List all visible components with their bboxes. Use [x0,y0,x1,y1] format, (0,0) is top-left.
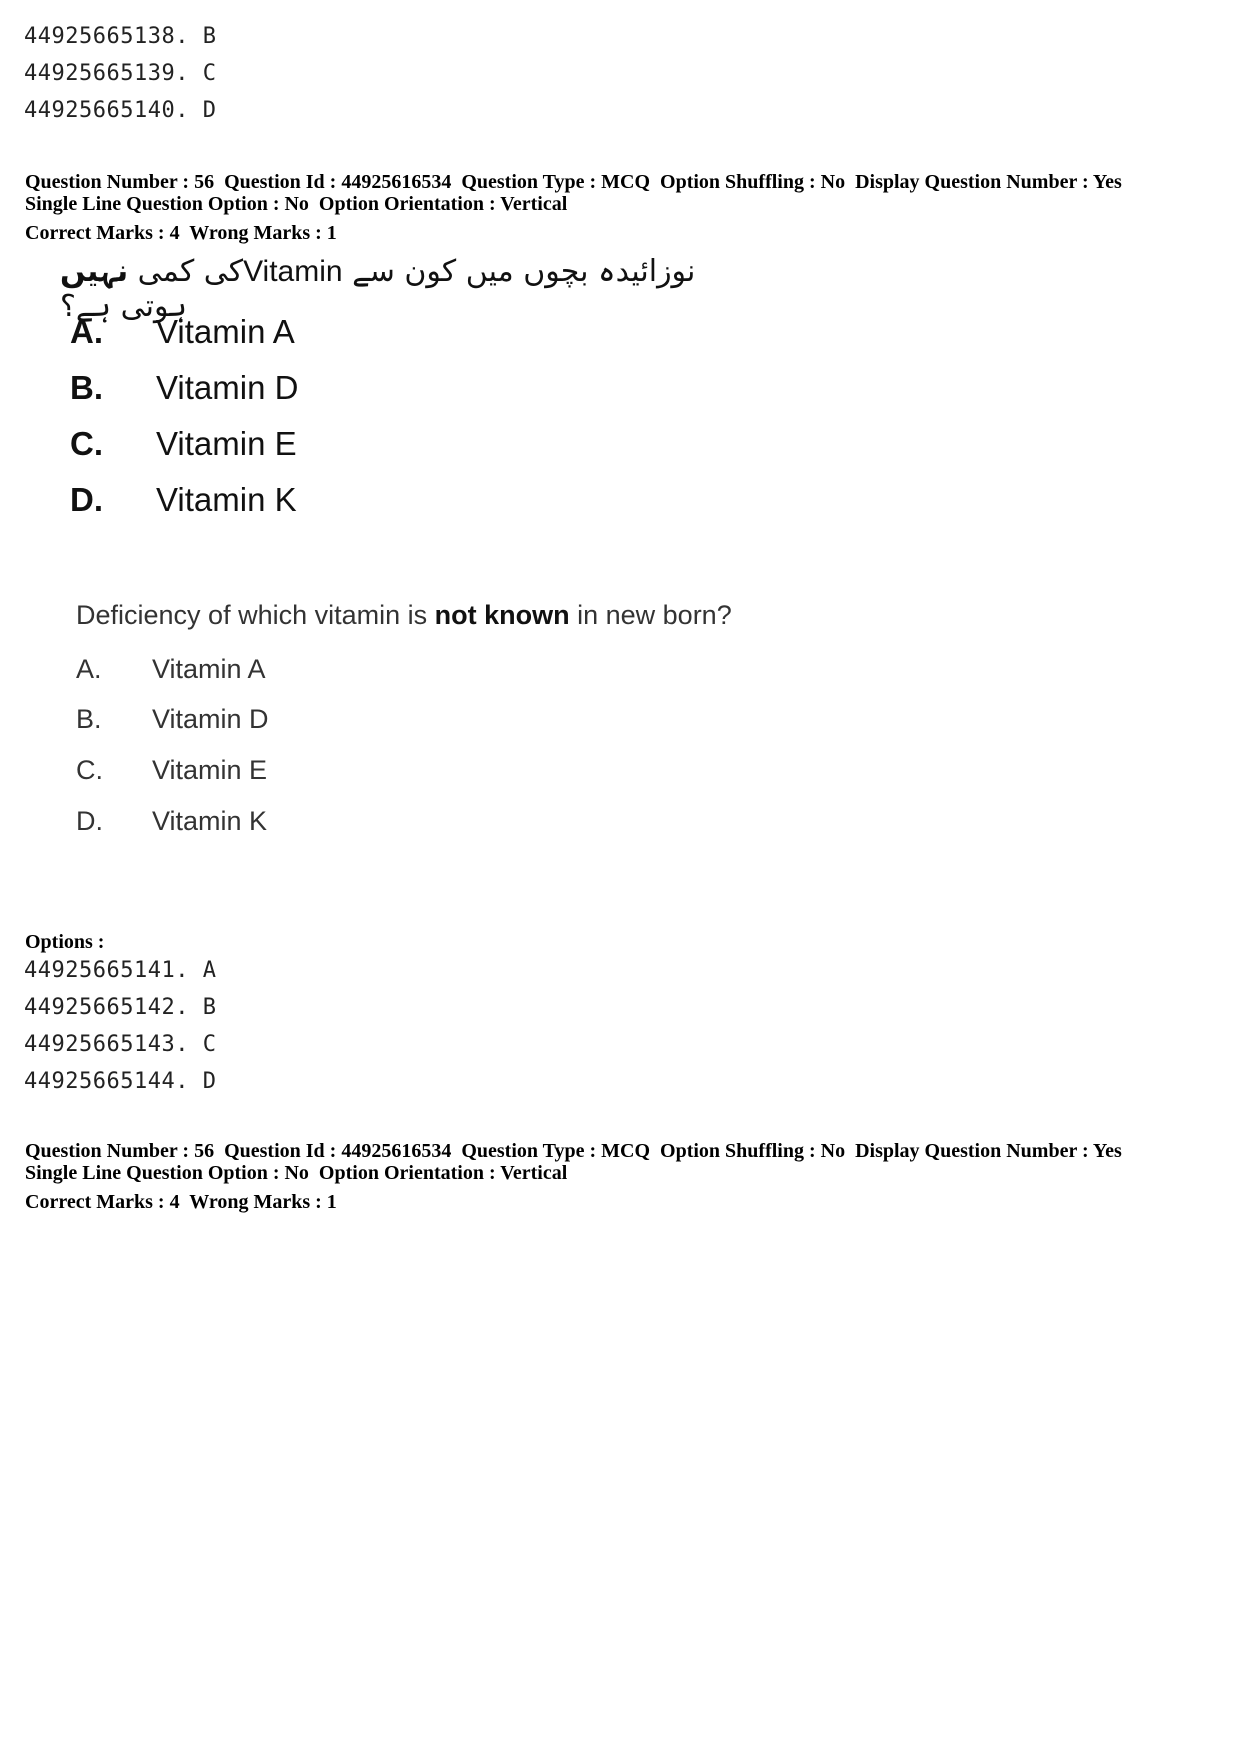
urdu-option-a [70,313,295,351]
option-letter: C [202,1032,217,1057]
option-text: Vitamin A [152,654,266,684]
option-id: 44925665143. [24,1032,189,1057]
option-letter: D. [76,806,103,836]
option-letter: B. [70,369,103,406]
urdu-text-start: نوزائیدہ بچوں میں کون سے [342,254,696,289]
english-text-end: in new born? [569,600,732,630]
option-text: Vitamin A [156,313,295,350]
question-marks: Correct Marks : 4 Wrong Marks : 1 [25,1191,337,1213]
question-meta-line2: Single Line Question Option : No Option Orientation : Vertical [25,193,568,215]
english-option-b [76,704,269,735]
english-option-c [76,755,267,786]
option-letter: A. [70,313,103,350]
option-id: 44925665141. [24,958,189,983]
option-text: Vitamin K [156,481,297,518]
option-text: Vitamin E [156,425,297,462]
option-id-row [24,1032,216,1057]
urdu-option-c [70,425,297,463]
option-text: Vitamin E [152,755,268,785]
urdu-option-d [70,481,297,519]
option-text: Vitamin K [152,806,268,836]
option-letter: B. [76,704,102,734]
option-text: Vitamin D [156,369,299,406]
urdu-text-middle: کی کمی [128,254,244,289]
question-meta-line1: Question Number : 56 Question Id : 44925616534 Question Type : MCQ Option Shuffling : No Display Question Number : Yes [25,1140,1122,1162]
option-id: 44925665142. [24,995,189,1020]
option-id: 44925665139. [24,61,189,86]
option-id-row [24,1069,216,1094]
options-label: Options : [25,931,105,953]
option-letter: C. [70,425,103,462]
urdu-text-end: ہوتی ہے؟ [60,289,188,324]
option-letter: D. [70,481,103,518]
option-id-row [24,958,216,983]
option-text: Vitamin D [152,704,269,734]
question-meta-line2: Single Line Question Option : No Option Orientation : Vertical [25,1162,568,1184]
question-marks: Correct Marks : 4 Wrong Marks : 1 [25,222,337,244]
option-letter: D [202,98,217,123]
english-option-d [76,806,267,837]
option-letter: B [202,24,217,49]
question-meta-line1: Question Number : 56 Question Id : 44925616534 Question Type : MCQ Option Shuffling : No Display Question Number : Yes [25,171,1122,193]
option-letter: B [202,995,217,1020]
option-letter: C. [76,755,103,785]
option-letter: A [202,958,217,983]
english-text-bold: not known [434,600,570,630]
next-question-meta [25,1140,1225,1213]
question-meta [25,171,1225,244]
urdu-text-bold: نہیں [60,254,129,289]
option-letter: A. [76,654,102,684]
urdu-text-vitamin: Vitamin [243,255,343,288]
option-letter: D [202,1069,217,1094]
option-id-row [24,61,216,86]
option-id: 44925665138. [24,24,189,49]
english-question-text [76,600,732,631]
english-text-start: Deficiency of which vitamin is [76,600,435,630]
option-id-row [24,24,216,49]
english-option-a [76,654,266,685]
option-id-row [24,995,216,1020]
option-id: 44925665140. [24,98,189,123]
urdu-option-b [70,369,298,407]
option-letter: C [202,61,217,86]
option-id: 44925665144. [24,1069,189,1094]
option-id-row [24,98,216,123]
